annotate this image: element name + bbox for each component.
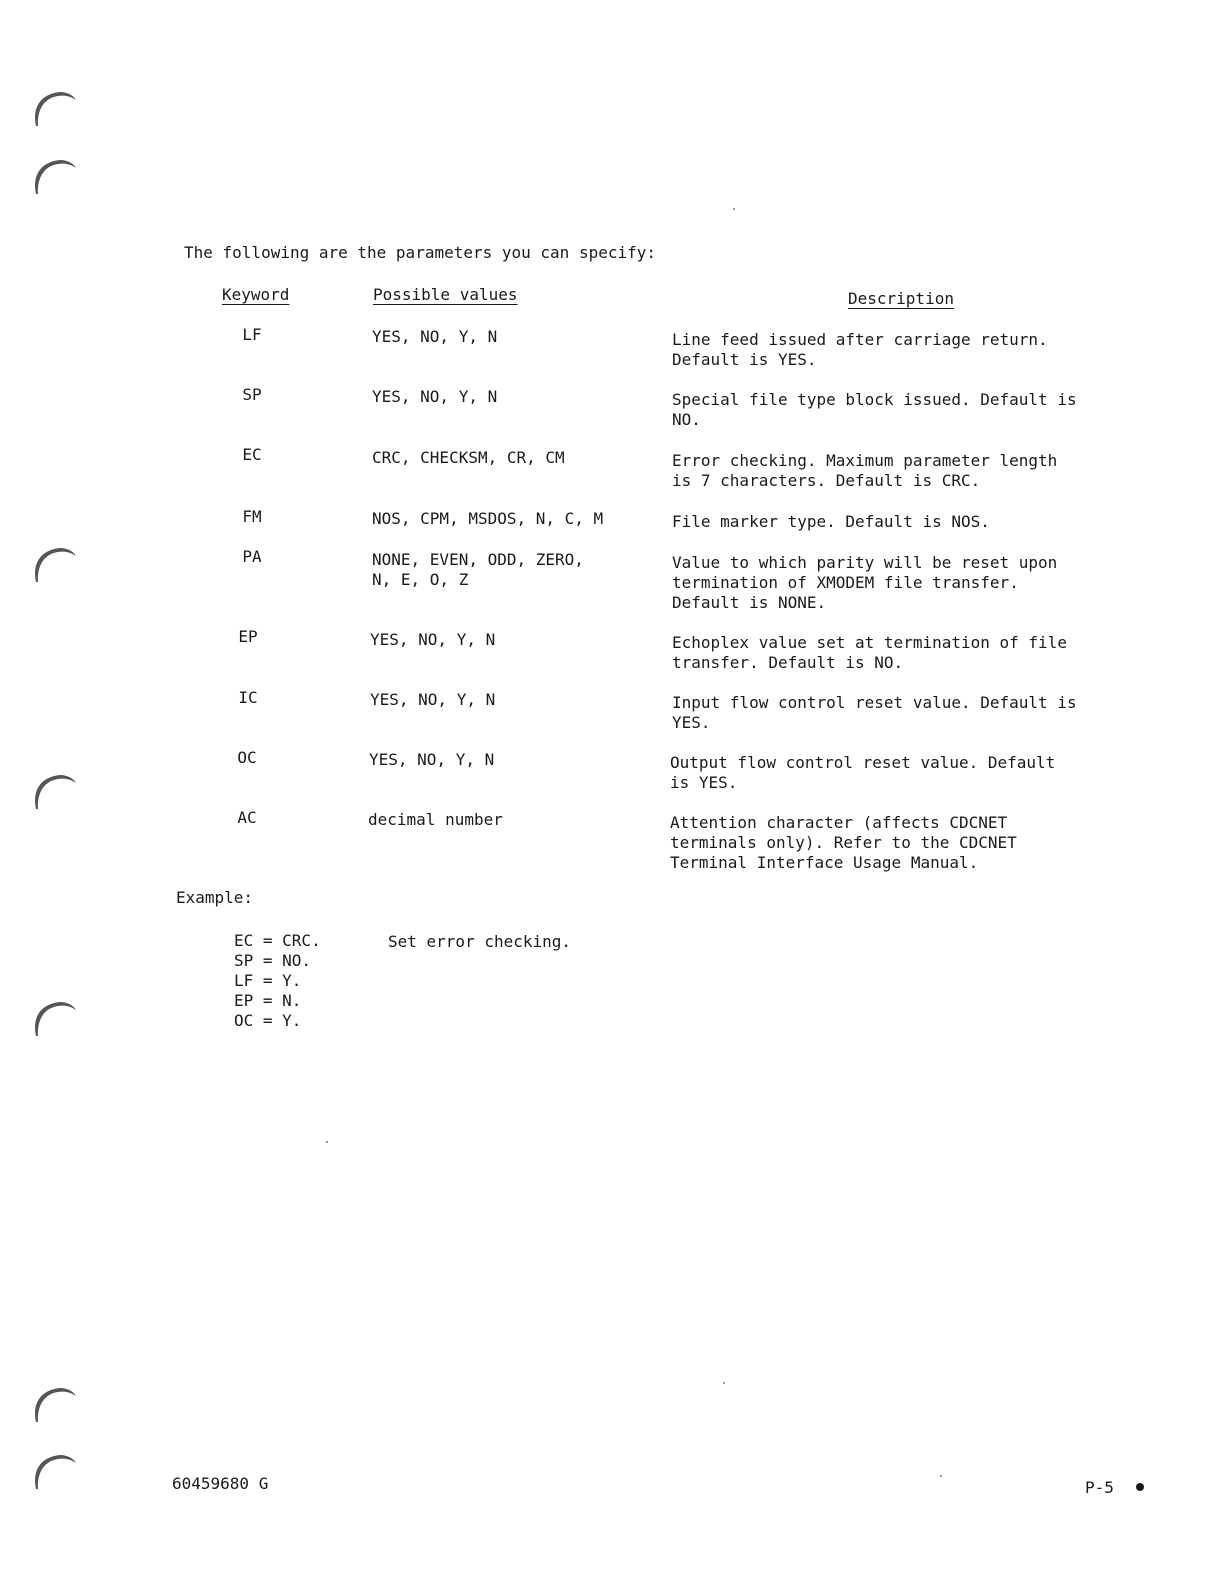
scan-speck: [723, 1382, 725, 1384]
row-values: YES, NO, Y, N: [372, 327, 498, 346]
row-values: YES, NO, Y, N: [372, 387, 498, 406]
binder-hole-mark: [30, 150, 80, 200]
binder-hole-mark: [30, 1378, 80, 1428]
example-line: OC = Y.: [234, 1011, 302, 1030]
row-description: Line feed issued after carriage return. Default is YES.: [672, 330, 1048, 369]
row-keyword: OC: [237, 748, 257, 767]
row-keyword: AC: [237, 808, 257, 827]
intro-text: The following are the parameters you can specify:: [184, 243, 657, 262]
row-description: Input flow control reset value. Default is YES.: [672, 693, 1077, 732]
page-number: P-5: [1085, 1478, 1114, 1497]
row-description: Output flow control reset value. Default is YES.: [670, 753, 1056, 792]
document-number: 60459680 G: [172, 1474, 269, 1493]
example-line: EP = N.: [234, 991, 302, 1010]
binder-hole-mark: [30, 82, 80, 132]
example-line: SP = NO.: [234, 951, 312, 970]
row-keyword: SP: [242, 385, 262, 404]
row-description: Special file type block issued. Default is NO.: [672, 390, 1077, 429]
example-line: EC = CRC.: [234, 931, 321, 950]
binder-hole-mark: [30, 538, 80, 588]
row-keyword: PA: [242, 547, 262, 566]
row-keyword: LF: [242, 325, 262, 344]
bullet-mark: [1136, 1483, 1144, 1491]
header-keyword: Keyword: [222, 285, 290, 304]
scan-speck: [940, 1475, 942, 1477]
header-description: Description: [848, 289, 954, 308]
row-keyword: EC: [242, 445, 262, 464]
row-values: YES, NO, Y, N: [369, 750, 495, 769]
row-keyword: IC: [238, 688, 258, 707]
row-values: NONE, EVEN, ODD, ZERO, N, E, O, Z: [372, 550, 584, 589]
row-keyword: EP: [238, 627, 258, 646]
row-values: YES, NO, Y, N: [370, 630, 496, 649]
binder-hole-mark: [30, 765, 80, 815]
scan-speck: [326, 1141, 328, 1143]
row-description: Echoplex value set at termination of file transfer. Default is NO.: [672, 633, 1067, 672]
row-values: YES, NO, Y, N: [370, 690, 496, 709]
row-description: Error checking. Maximum parameter length is 7 characters. Default is CRC.: [672, 451, 1058, 490]
example-line: LF = Y.: [234, 971, 302, 990]
header-possible-values: Possible values: [373, 285, 518, 304]
binder-hole-mark: [30, 1445, 80, 1495]
scan-speck: [733, 208, 735, 210]
example-comment: Set error checking.: [388, 932, 572, 951]
row-description: File marker type. Default is NOS.: [672, 512, 990, 531]
row-values: CRC, CHECKSM, CR, CM: [372, 448, 565, 467]
row-description: Value to which parity will be reset upon termination of XMODEM file transfer. Default is NONE.: [672, 553, 1058, 612]
row-description: Attention character (affects CDCNET terminals only). Refer to the CDCNET Terminal Interface Usage Manual.: [670, 813, 1017, 872]
row-values: decimal number: [368, 810, 503, 829]
binder-hole-mark: [30, 992, 80, 1042]
row-keyword: FM: [242, 507, 262, 526]
example-label: Example:: [176, 888, 254, 907]
row-values: NOS, CPM, MSDOS, N, C, M: [372, 509, 604, 528]
